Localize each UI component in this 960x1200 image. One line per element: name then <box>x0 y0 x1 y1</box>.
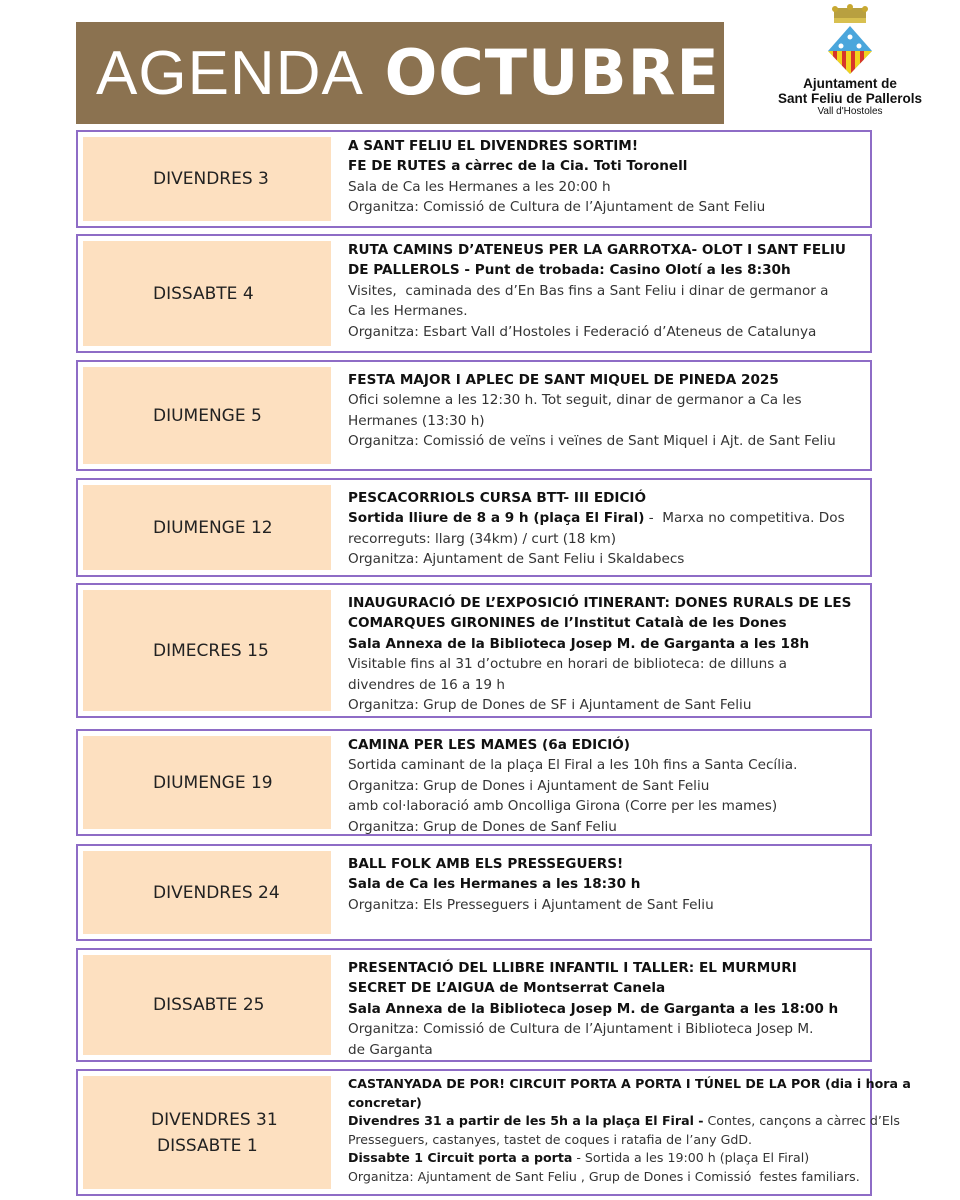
event-date <box>83 367 331 464</box>
event-text: amb col·laboració amb Oncolliga Girona (Corre per les mames) <box>348 798 778 815</box>
event-line <box>348 654 860 674</box>
event-text: Sortida caminant de la plaça El Firal a les 10h fins a Santa Cecília. <box>348 757 798 774</box>
event-bold-text: Divendres 31 a partir de les 5h a la plaça El Firal - <box>348 1113 704 1129</box>
event-text: Sala de Ca les Hermanes a les 20:00 h <box>348 178 611 195</box>
event-text: Organitza: Comissió de Cultura de l’Ajuntament i Biblioteca Josep M. <box>348 1021 814 1038</box>
event-bold-text: FESTA MAJOR I APLEC DE SANT MIQUEL DE PINEDA 2025 <box>348 372 779 388</box>
event-line <box>348 854 860 874</box>
event-row <box>76 583 872 718</box>
event-line <box>348 895 860 915</box>
event-line <box>348 796 860 816</box>
event-line <box>348 549 860 569</box>
event-date <box>83 955 331 1055</box>
event-bold-text: Sala Annexa de la Biblioteca Josep M. de Garganta a les 18:00 h <box>348 1000 839 1017</box>
event-row <box>76 360 872 471</box>
event-text: Organitza: Grup de Dones de SF i Ajuntament de Sant Feliu <box>348 697 752 714</box>
event-text: Organitza: Ajuntament de Sant Feliu i Skaldabecs <box>348 551 685 568</box>
event-text: Hermanes (13:30 h) <box>348 412 485 429</box>
event-text: Organitza: Comissió de veïns i veïnes de Sant Miquel i Ajt. de Sant Feliu <box>348 433 836 450</box>
event-bold-text: FE DE RUTES a càrrec de la Cia. Toti Toronell <box>348 158 688 175</box>
event-line <box>348 978 860 998</box>
event-line <box>348 1040 860 1060</box>
event-date <box>83 1076 331 1189</box>
event-text: Presseguers, castanyes, tastet de coques i ratafia de l’any GdD. <box>348 1131 753 1147</box>
event-date <box>83 241 331 346</box>
event-bold-text: RUTA CAMINS D’ATENEUS PER LA GARROTXA- OLOT I SANT FELIU <box>348 242 846 258</box>
event-line <box>348 999 860 1019</box>
logo-line-3: Vall d'Hostoles <box>817 106 883 117</box>
event-line <box>348 370 860 390</box>
event-text: Visitable fins al 31 d’octubre en horari de biblioteca: de dilluns a <box>348 656 787 673</box>
event-text: Visites, caminada des d’En Bas fins a Sant Feliu i dinar de germanor a <box>348 282 829 299</box>
event-day-label: DIVENDRES 3 <box>153 169 269 189</box>
event-text: de Garganta <box>348 1041 433 1058</box>
event-date <box>83 485 331 570</box>
event-row <box>76 234 872 353</box>
event-row <box>76 729 872 836</box>
event-day-label: DISSABTE 4 <box>153 283 254 304</box>
event-line <box>348 817 860 837</box>
event-details <box>348 240 860 342</box>
event-day-label: DIVENDRES 31 <box>151 1109 278 1130</box>
event-day-label: DIVENDRES 24 <box>153 882 280 903</box>
event-bold-text: CASTANYADA DE POR! CIRCUIT PORTA A PORTA I TÚNEL DE LA POR (dia i hora a <box>348 1076 911 1091</box>
event-line <box>348 136 860 156</box>
event-day-label: DIUMENGE 5 <box>153 405 262 426</box>
event-day-label: DISSABTE 25 <box>153 995 265 1015</box>
event-text: Contes, cançons a càrrec d’Els <box>703 1113 900 1129</box>
event-bold-text: Dissabte 1 Circuit porta a porta <box>348 1150 573 1166</box>
title-light: AGENDA <box>96 39 364 108</box>
event-line <box>348 874 860 894</box>
event-details <box>348 854 860 915</box>
event-bold-text: Sala Annexa de la Biblioteca Josep M. de Garganta a les 18h <box>348 635 810 652</box>
event-line <box>348 634 860 654</box>
event-line <box>348 529 860 549</box>
logo-line-1: Ajuntament de <box>803 76 897 91</box>
event-text: recorreguts: llarg (34km) / curt (18 km) <box>348 530 617 547</box>
agenda-title <box>76 22 724 124</box>
event-bold-text: COMARQUES GIRONINES de l’Institut Català de les Dones <box>348 615 787 632</box>
event-day-label: DIMECRES 15 <box>153 640 269 661</box>
event-details <box>348 136 860 218</box>
event-text: Organitza: Grup de Dones de Sanf Feliu <box>348 818 617 835</box>
event-line <box>348 1168 860 1187</box>
event-bold-text: INAUGURACIÓ DE L’EXPOSICIÓ ITINERANT: DONES RURALS DE LES <box>348 595 852 611</box>
event-text: - Sortida a les 19:00 h (plaça El Firal) <box>572 1150 810 1166</box>
event-line <box>348 613 860 633</box>
event-bold-text: PRESENTACIÓ DEL LLIBRE INFANTIL I TALLER: EL MURMURI <box>348 960 797 976</box>
event-line <box>348 1149 860 1168</box>
event-bold-text: Sortida lliure de 8 a 9 h (plaça El Firal) <box>348 510 645 527</box>
event-date <box>83 851 331 934</box>
event-day-label: DISSABTE 1 <box>157 1135 258 1156</box>
event-bold-text: CAMINA PER LES MAMES (6a EDICIÓ) <box>348 737 631 753</box>
event-line <box>348 411 860 431</box>
coat-of-arms-icon <box>825 4 875 76</box>
event-line <box>348 675 860 695</box>
event-row <box>76 478 872 577</box>
event-text: Organitza: Esbart Vall d’Hostoles i Federació d’Ateneus de Catalunya <box>348 323 817 340</box>
event-line <box>348 156 860 176</box>
event-line <box>348 177 860 197</box>
event-line <box>348 1019 860 1039</box>
event-details <box>348 593 860 715</box>
event-row <box>76 1069 911 1196</box>
event-bold-text: A SANT FELIU EL DIVENDRES SORTIM! <box>348 138 639 154</box>
event-line <box>348 281 860 301</box>
event-text: Organitza: Ajuntament de Sant Feliu , Grup de Dones i Comissió festes familiars. <box>348 1168 860 1184</box>
event-line <box>348 431 860 451</box>
event-date <box>83 590 331 711</box>
event-day-label: DIUMENGE 12 <box>153 517 273 538</box>
event-line <box>348 1094 860 1113</box>
event-date <box>83 736 331 829</box>
event-bold-text: PESCACORRIOLS CURSA BTT- III EDICIÓ <box>348 490 647 506</box>
event-row <box>76 948 872 1062</box>
event-row <box>76 844 872 941</box>
event-text: Organitza: Comissió de Cultura de l’Ajuntament de Sant Feliu <box>348 199 766 216</box>
event-details <box>348 958 860 1060</box>
event-details <box>348 488 860 570</box>
title-bold: OCTUBRE <box>384 36 720 109</box>
event-text: Ofici solemne a les 12:30 h. Tot seguit, dinar de germanor a Ca les <box>348 392 802 409</box>
event-line <box>348 735 860 755</box>
event-line <box>348 301 860 321</box>
event-line <box>348 755 860 775</box>
event-bold-text: Sala de Ca les Hermanes a les 18:30 h <box>348 876 641 893</box>
event-line <box>348 390 860 410</box>
event-line <box>348 695 860 715</box>
event-text: - Marxa no competitiva. Dos <box>644 510 845 527</box>
event-date <box>83 137 331 221</box>
event-line <box>348 1112 900 1131</box>
event-text: Organitza: Grup de Dones i Ajuntament de Sant Feliu <box>348 777 710 794</box>
event-line <box>348 197 860 217</box>
event-text: divendres de 16 a 19 h <box>348 676 505 693</box>
event-line <box>348 776 860 796</box>
event-line <box>348 1075 911 1094</box>
logo-line-2: Sant Feliu de Pallerols <box>777 91 923 106</box>
event-line <box>348 1131 860 1150</box>
event-text: Organitza: Els Presseguers i Ajuntament de Sant Feliu <box>348 896 714 913</box>
event-bold-text: SECRET DE L’AIGUA de Montserrat Canela <box>348 980 666 997</box>
event-line <box>348 488 860 508</box>
municipal-logo <box>740 4 960 117</box>
event-details <box>348 1075 911 1187</box>
event-details <box>348 370 860 452</box>
event-bold-text: concretar) <box>348 1094 422 1110</box>
event-text: Ca les Hermanes. <box>348 303 468 320</box>
event-line <box>348 260 860 280</box>
event-line <box>348 508 860 528</box>
event-line <box>348 240 860 260</box>
event-line <box>348 958 860 978</box>
event-line <box>348 322 860 342</box>
event-bold-text: BALL FOLK AMB ELS PRESSEGUERS! <box>348 856 624 872</box>
event-day-label: DIUMENGE 19 <box>153 772 273 793</box>
event-bold-text: DE PALLEROLS - Punt de trobada: Casino Olotí a les 8:30h <box>348 262 791 279</box>
event-details <box>348 735 860 837</box>
event-row <box>76 130 872 228</box>
event-line <box>348 593 860 613</box>
